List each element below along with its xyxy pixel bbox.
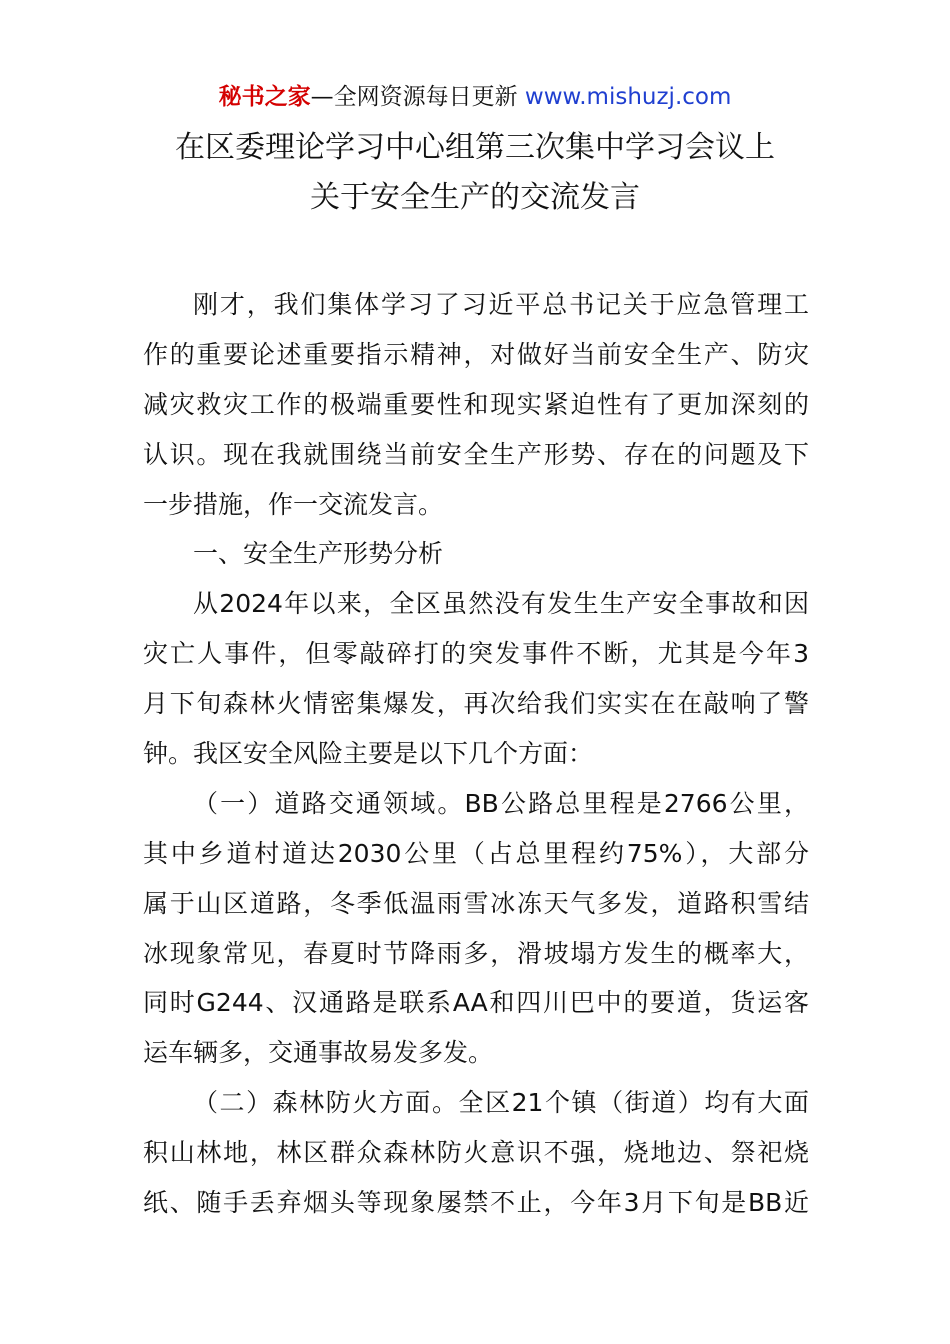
- body-line: 纸、随手丢弃烟头等现象屡禁不止，今年3月下旬是BB近: [143, 1188, 809, 1218]
- body-line: 从2024年以来，全区虽然没有发生生产安全事故和因: [193, 589, 809, 619]
- body-line: 其中乡道村道达2030公里（占总里程约75%），大部分: [143, 838, 809, 868]
- document-body: [143, 280, 809, 1228]
- body-line: 冰现象常见，春夏时节降雨多，滑坡塌方发生的概率大，: [143, 938, 809, 968]
- site-brand: 秘书之家: [218, 84, 311, 110]
- body-line: 钟。我区安全风险主要是以下几个方面：: [143, 739, 594, 769]
- body-line: 减灾救灾工作的极端重要性和现实紧迫性有了更加深刻的: [143, 389, 809, 419]
- site-url-link[interactable]: www.mishuzj.com: [524, 84, 732, 110]
- body-line: 运车辆多，交通事故易发多发。: [143, 1038, 494, 1068]
- body-line: 同时G244、汉通路是联系AA和四川巴中的要道，货运客: [143, 988, 809, 1018]
- body-line: （一）道路交通领域。BB公路总里程是2766公里，: [193, 788, 809, 818]
- body-line: 认识。现在我就围绕当前安全生产形势、存在的问题及下: [143, 439, 809, 469]
- site-tagline: —全网资源每日更新: [310, 84, 525, 110]
- body-line: 灾亡人事件，但零敲碎打的突发事件不断，尤其是今年3: [143, 639, 809, 669]
- body-line: 月下旬森林火情密集爆发，再次给我们实实在在敲响了警: [143, 689, 809, 719]
- document-title-line-2: 关于安全生产的交流发言: [310, 180, 640, 215]
- document-title-line-1: 在区委理论学习中心组第三次集中学习会议上: [175, 130, 775, 165]
- body-line: 作的重要论述重要指示精神，对做好当前安全生产、防灾: [143, 339, 809, 369]
- body-line: 属于山区道路，冬季低温雨雪冰冻天气多发，道路积雪结: [143, 888, 809, 918]
- section-heading: 一、安全生产形势分析: [193, 539, 444, 569]
- body-line: 一步措施，作一交流发言。: [143, 489, 444, 519]
- body-line: （二）森林防火方面。全区21个镇（街道）均有大面: [193, 1088, 809, 1118]
- site-header: [0, 82, 950, 112]
- body-line: 积山林地，林区群众森林防火意识不强，烧地边、祭祀烧: [143, 1138, 809, 1168]
- body-line: 刚才，我们集体学习了习近平总书记关于应急管理工: [193, 290, 809, 319]
